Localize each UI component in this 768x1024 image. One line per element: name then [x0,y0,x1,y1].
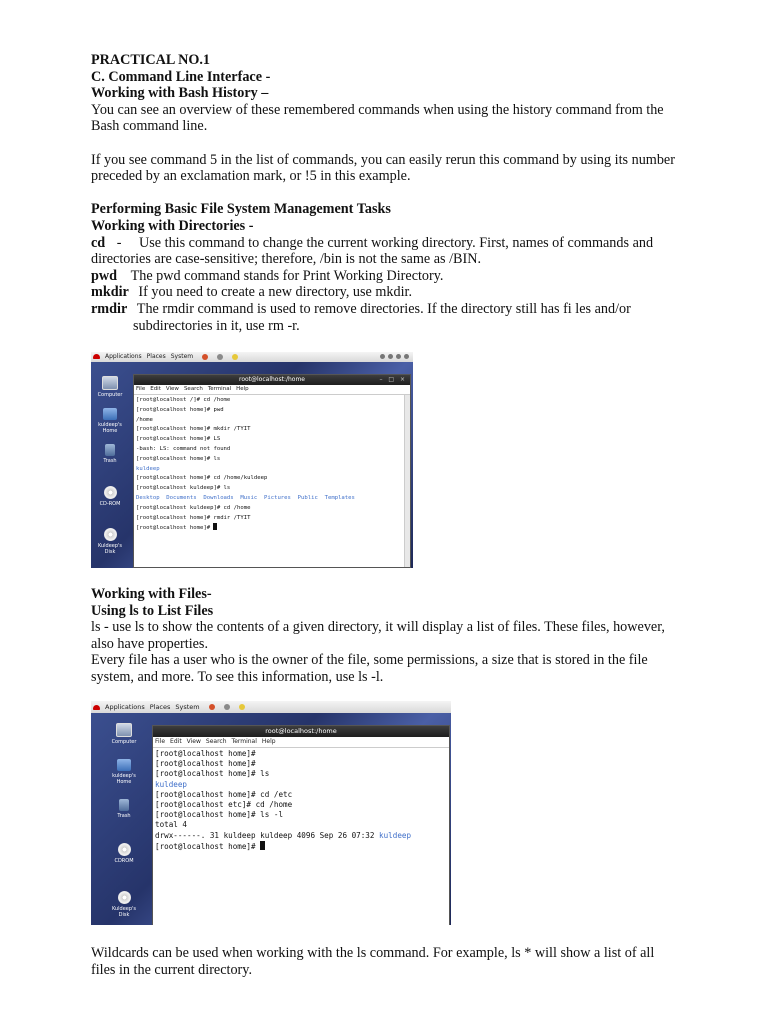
panel-system[interactable]: System [175,703,200,711]
ls-para-2-line-1: Every file has a user who is the owner of the file, some permissions, a size that is stored in the file [91,652,648,669]
terminal-window[interactable] [152,725,450,925]
panel-system[interactable]: System [170,353,194,360]
battery-icon [396,354,401,359]
wildcards-line-1: Wildcards can be used when working with the ls command. For example, ls * will show a list of all [91,945,655,961]
firefox-icon[interactable] [209,704,215,710]
terminal-cursor [213,523,217,530]
section-title: C. Command Line Interface - [91,68,271,85]
menu-help[interactable]: Help [236,386,249,392]
menu-view[interactable]: View [186,738,201,745]
desktop-icon-trash[interactable]: Trash [95,444,125,464]
panel-applications[interactable]: Applications [105,353,142,360]
cd-command: cd [91,234,106,251]
home-folder-icon [117,759,131,771]
ls-para-2-line-2: system, and more. To see this information, use ls -l. [91,668,384,685]
menu-search[interactable]: Search [183,386,203,392]
computer-icon [102,376,118,390]
menu-view[interactable]: View [165,386,179,392]
desktop-icon-trash[interactable]: Trash [109,799,139,819]
cd-definition [91,235,691,252]
history-para-2-line-1: If you see command 5 in the list of commands, you can easily rerun this command by using its number [91,151,675,168]
trash-icon [105,444,115,456]
email-icon[interactable] [217,354,223,360]
ls-para-1-line-2: also have properties. [91,635,209,652]
network-icon [380,354,385,359]
cd-separator: - [116,234,122,251]
terminal-scrollbar[interactable] [404,395,410,567]
redhat-logo-icon [93,354,100,359]
desktop-icon-computer[interactable]: Computer [95,376,125,398]
menu-search[interactable]: Search [205,738,227,745]
pwd-definition [91,268,691,285]
menu-file[interactable]: File [136,386,146,392]
terminal-screenshot-1 [91,352,413,568]
practical-title: PRACTICAL NO.1 [91,52,211,68]
terminal-titlebar[interactable]: root@localhost:/home [153,726,449,737]
pwd-command: pwd [91,267,118,284]
firefox-icon[interactable] [202,354,208,360]
desktop-icon-disk[interactable]: Kuldeep's Disk [109,891,139,918]
terminal-output[interactable]: [root@localhost /]# cd /home [root@localhost home]# pwd /home [root@localhost home]# mkdir /TYIT [root@localhost home]# LS -bash: LS: command not found [root@localhost home]# ls kuldeep [root@localhost home]# cd /home/kuldeep [root@localhost kuldeep]# ls Desktop Documents Downloads Music Pictures Public Templates [root@localhost kuldeep]# cd /home [root@localhost home]# rmdir /TYIT [root@localhost home]# [136,397,355,532]
history-para-2-line-2: preceded by an exclamation mark, or !5 in this example. [91,168,411,185]
user-icon [404,354,409,359]
desktop-icon-computer[interactable]: Computer [109,723,139,745]
terminal-window[interactable] [133,374,411,568]
volume-icon [388,354,393,359]
history-para-1-line-1: You can see an overview of these remembered commands when using the history command from the [91,101,664,118]
desktop-icon-cdrom[interactable]: CD-ROM [95,486,125,507]
files-section [91,586,691,686]
directories-title: Working with Directories - [91,217,254,234]
bash-history-title: Working with Bash History – [91,85,269,102]
panel-applications[interactable]: Applications [105,703,145,711]
ls-para-1-line-1: ls - use ls to show the contents of a given directory, it will display a list of files. These files, however, [91,619,665,636]
terminal-screenshot-2 [91,701,451,925]
menu-edit[interactable]: Edit [150,386,161,392]
fs-tasks-title: Performing Basic File System Management Tasks [91,201,391,218]
desktop-icon-cdrom[interactable]: CDROM [109,843,139,864]
history-para-1-line-2: Bash command line. [91,118,208,135]
cd-text: Use this command to change the current working directory. First, names of commands and [139,234,654,251]
home-folder-icon [103,408,117,420]
menu-edit[interactable]: Edit [170,738,182,745]
terminal-cursor [260,841,265,850]
panel-places[interactable]: Places [146,353,166,360]
document-top [91,52,691,334]
terminal-menubar [134,385,410,395]
desktop-icon-home[interactable]: kuldeep's Home [104,759,144,785]
mkdir-definition [91,284,691,301]
rmdir-text-line-2: subdirectories in it, use rm -r. [133,317,300,334]
working-with-files-title: Working with Files- [91,586,212,602]
menu-file[interactable]: File [155,738,166,745]
using-ls-title: Using ls to List Files [91,602,214,619]
mkdir-text: If you need to create a new directory, use mkdir. [138,284,413,301]
window-controls[interactable]: – □ × [379,376,407,383]
terminal-titlebar[interactable]: root@localhost:/home – □ × [134,375,410,385]
disk-icon [118,891,131,904]
terminal-menubar [153,737,449,748]
system-tray [377,352,409,362]
email-icon[interactable] [224,704,230,710]
menu-terminal[interactable]: Terminal [231,738,257,745]
wildcards-section [91,945,691,978]
cdrom-icon [118,843,131,856]
menu-help[interactable]: Help [261,738,276,745]
notes-icon[interactable] [232,354,238,360]
cd-text-line-2: directories are case-sensitive; therefore, /bin is not the same as /BIN. [91,251,482,268]
redhat-logo-icon [93,705,100,710]
pwd-text: The pwd command stands for Print Working Directory. [130,267,444,284]
menu-terminal[interactable]: Terminal [207,386,232,392]
desktop-icon-disk[interactable]: Kuldeep's Disk [95,528,125,555]
panel-places[interactable]: Places [149,703,171,711]
notes-icon[interactable] [239,704,245,710]
computer-icon [116,723,132,737]
cdrom-icon [104,486,117,499]
rmdir-text: The rmdir command is used to remove directories. If the directory still has fi les and/or [136,300,631,317]
rmdir-command: rmdir [91,300,128,317]
wildcards-line-2: files in the current directory. [91,961,252,978]
mkdir-command: mkdir [91,284,129,301]
rmdir-definition [91,301,691,318]
terminal-output[interactable]: [root@localhost home]# [root@localhost home]# [root@localhost home]# ls kuldeep [root@localhost home]# cd /etc [root@localhost etc]# cd /home [root@localhost home]# ls -l total 4 drwx------. 31 kuldeep kuldeep 4096 Sep 26 07:32 kuldeep [root@localhost home]# [155,749,412,851]
trash-icon [119,799,129,811]
disk-icon [104,528,117,541]
desktop-icon-home[interactable]: kuldeep's Home [95,408,125,434]
